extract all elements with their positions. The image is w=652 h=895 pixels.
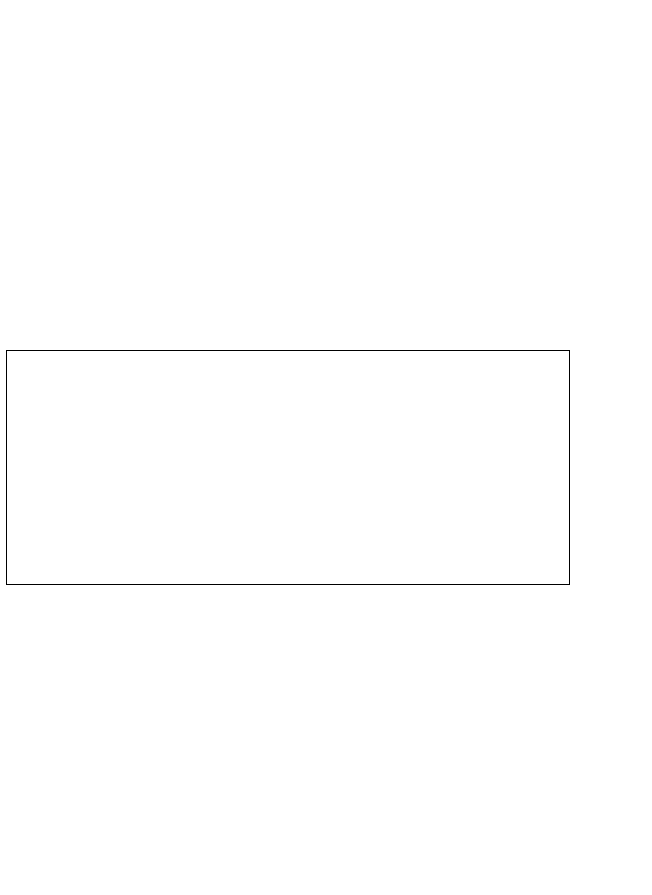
internal-bagua-box (6, 350, 570, 585)
